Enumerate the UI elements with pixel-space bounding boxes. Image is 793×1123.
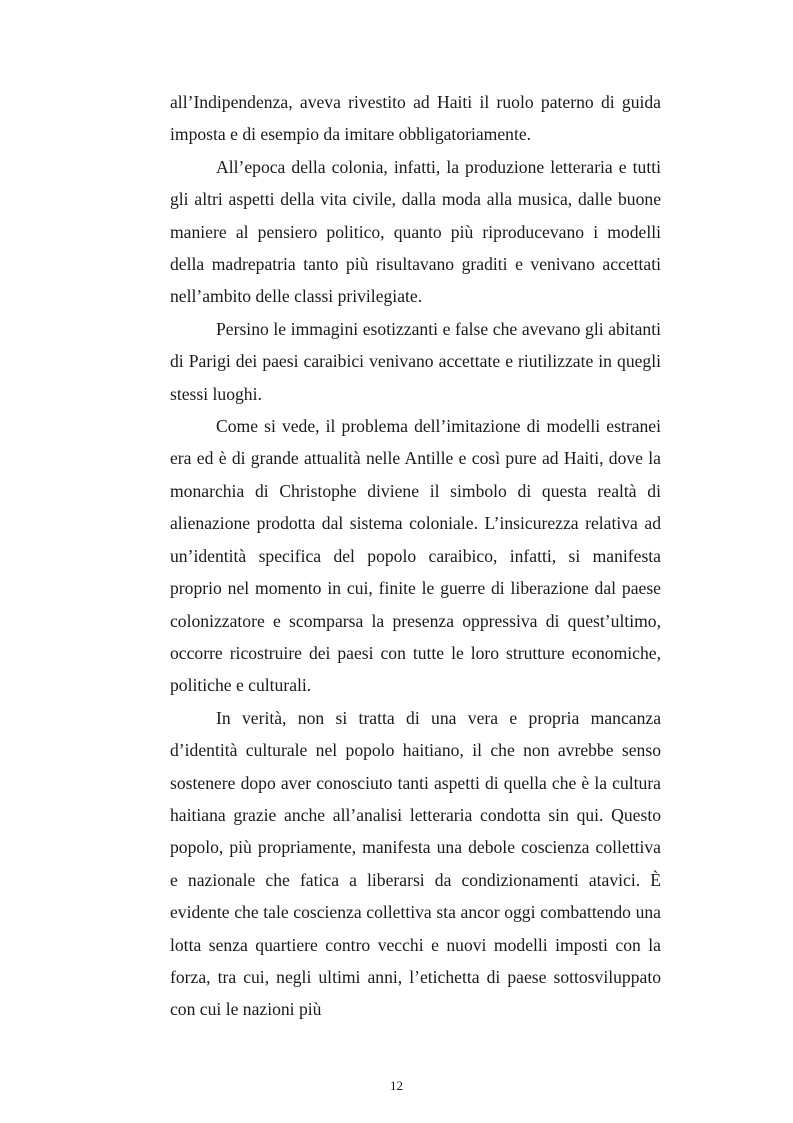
- paragraph-imitation: Come si vede, il problema dell’imitazione di modelli estranei era ed è di grande attualità nelle Antille e così pure ad Haiti, dove la monarchia di Christophe diviene il simbolo di questa realtà di alienazione prodotta dal sistema coloniale. L’insicurezza relativa ad un’identità specifica del popolo caraibico, infatti, si manifesta proprio nel momento in cui, finite le guerre di liberazione dal paese colonizzatore e scomparsa la presenza oppressiva di quest’ultimo, occorre ricostruire dei paesi con tutte le loro strutture economiche, politiche e culturali.: [170, 416, 661, 696]
- paragraph-exotic-images: Persino le immagini esotizzanti e false che avevano gli abitanti di Parigi dei paesi caraibici venivano accettate e riutilizzate in quegli stessi luoghi.: [170, 318, 661, 404]
- paragraph-continuation: all’Indipendenza, aveva rivestito ad Haiti il ruolo paterno di guida imposta e di esempio da imitare obbligatoriamente.: [170, 92, 661, 145]
- body-text: [170, 86, 661, 1026]
- page-number: 12: [390, 1078, 403, 1093]
- paragraph-colony: All’epoca della colonia, infatti, la produzione letteraria e tutti gli altri aspetti della vita civile, dalla moda alla musica, dalle buone maniere al pensiero politico, quanto più riproducevano i modelli della madrepatria tanto più risultavano graditi e venivano accettati nell’ambito delle classi privilegiate.: [170, 156, 661, 307]
- paragraph-identity: In verità, non si tratta di una vera e propria mancanza d’identità culturale nel popolo haitiano, il che non avrebbe senso sostenere dopo aver conosciuto tanti aspetti di quella che è la cultura haitiana grazie anche all’analisi letteraria condotta sin qui. Questo popolo, più propriamente, manifesta una debole coscienza collettiva e nazionale che fatica a liberarsi da condizionamenti atavici. È evidente che tale coscienza collettiva sta ancor oggi combattendo una lotta senza quartiere contro vecchi e nuovi modelli imposti con la forza, tra cui, negli ultimi anni, l’etichetta di paese sottosviluppato con cui le nazioni più: [170, 707, 661, 1020]
